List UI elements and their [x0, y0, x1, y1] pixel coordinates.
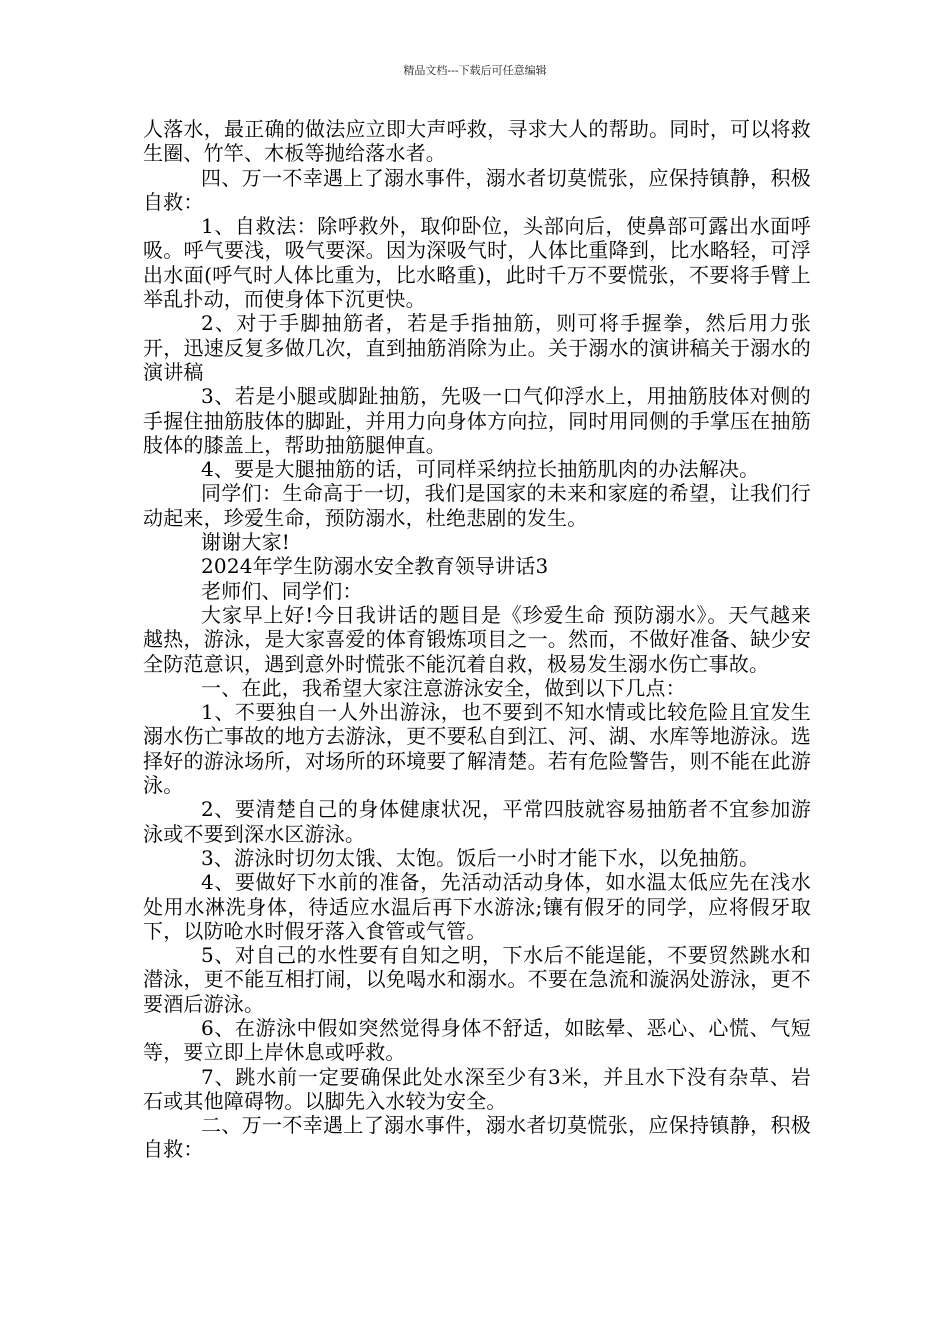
paragraph: 6、在游泳中假如突然觉得身体不舒适，如眩晕、恶心、心慌、气短等，要立即上岸休息或呼救。 — [143, 1015, 811, 1065]
paragraph: 一、在此，我希望大家注意游泳安全，做到以下几点： — [201, 675, 686, 700]
page-header: 精品文档---下载后可任意编辑 — [403, 64, 547, 77]
paragraph: 1、自救法：除呼救外，取仰卧位，头部向后，使鼻部可露出水面呼吸。呼气要浅，吸气要深。因为深吸气时，人体比重降到，比水略轻，可浮出水面(呼气时人体比重为，比水略重)，此时千万不要慌张，不要将手臂上举乱扑动，而使身体下沉更快。 — [143, 214, 811, 312]
paragraph: 老师们、同学们： — [201, 578, 363, 603]
paragraph: 大家早上好!今日我讲话的题目是《珍爱生命 预防溺水》。天气越来越热，游泳，是大家喜爱的体育锻炼项目之一。然而，不做好准备、缺少安全防范意识，遇到意外时慌张不能沉着自救，极易发生溺水伤亡事故。 — [143, 602, 811, 676]
paragraph: 人落水，最正确的做法应立即大声呼救，寻求大人的帮助。同时，可以将救生圈、竹竿、木板等抛给落水者。 — [143, 117, 811, 166]
paragraph: 3、游泳时切勿太饿、太饱。饭后一小时才能下水，以免抽筋。 — [201, 845, 760, 870]
paragraph: 4、要做好下水前的准备，先活动活动身体，如水温太低应先在浅水处用水淋洗身体，待适应水温后再下水游泳;镶有假牙的同学，应将假牙取下，以防呛水时假牙落入食管或气管。 — [143, 870, 811, 943]
paragraph: 同学们：生命高于一切，我们是国家的未来和家庭的希望，让我们行动起来，珍爱生命，预防溺水，杜绝悲剧的发生。 — [143, 481, 811, 530]
paragraph: 2、要清楚自己的身体健康状况，平常四肢就容易抽筋者不宜参加游泳或不要到深水区游泳。 — [143, 797, 811, 846]
paragraph: 谢谢大家! — [201, 530, 291, 555]
paragraph: 1、不要独自一人外出游泳，也不要到不知水情或比较危险且宜发生溺水伤亡事故的地方去游泳，更不要私自到江、河、湖、水库等地游泳。选择好的游泳场所，对场所的环境要了解清楚。若有危险警告，则不能在此游泳。 — [143, 700, 811, 798]
paragraph: 二、万一不幸遇上了溺水事件，溺水者切莫慌张，应保持镇静，积极自救： — [143, 1113, 811, 1162]
paragraph: 4、要是大腿抽筋的话，可同样采纳拉长抽筋肌肉的办法解决。 — [201, 457, 760, 482]
paragraph: 7、跳水前一定要确保此处水深至少有3米，并且水下没有杂草、岩石或其他障碍物。以脚先入水较为安全。 — [143, 1064, 811, 1113]
paragraph: 2、对于手脚抽筋者，若是手指抽筋，则可将手握拳，然后用力张开，迅速反复多做几次，直到抽筋消除为止。关于溺水的演讲稿关于溺水的演讲稿 — [143, 311, 811, 384]
paragraph: 2024年学生防溺水安全教育领导讲话3 — [201, 554, 549, 579]
paragraph: 3、若是小腿或脚趾抽筋，先吸一口气仰浮水上，用抽筋肢体对侧的手握住抽筋肢体的脚趾，并用力向身体方向拉，同时用同侧的手掌压在抽筋肢体的膝盖上，帮助抽筋腿伸直。 — [143, 384, 811, 457]
paragraph: 四、万一不幸遇上了溺水事件，溺水者切莫慌张，应保持镇静，积极自救： — [143, 165, 811, 214]
paragraph: 5、对自己的水性要有自知之明，下水后不能逞能，不要贸然跳水和潜泳，更不能互相打闹，以免喝水和溺水。不要在急流和漩涡处游泳，更不要酒后游泳。 — [143, 943, 811, 1016]
document-body — [143, 117, 811, 1162]
